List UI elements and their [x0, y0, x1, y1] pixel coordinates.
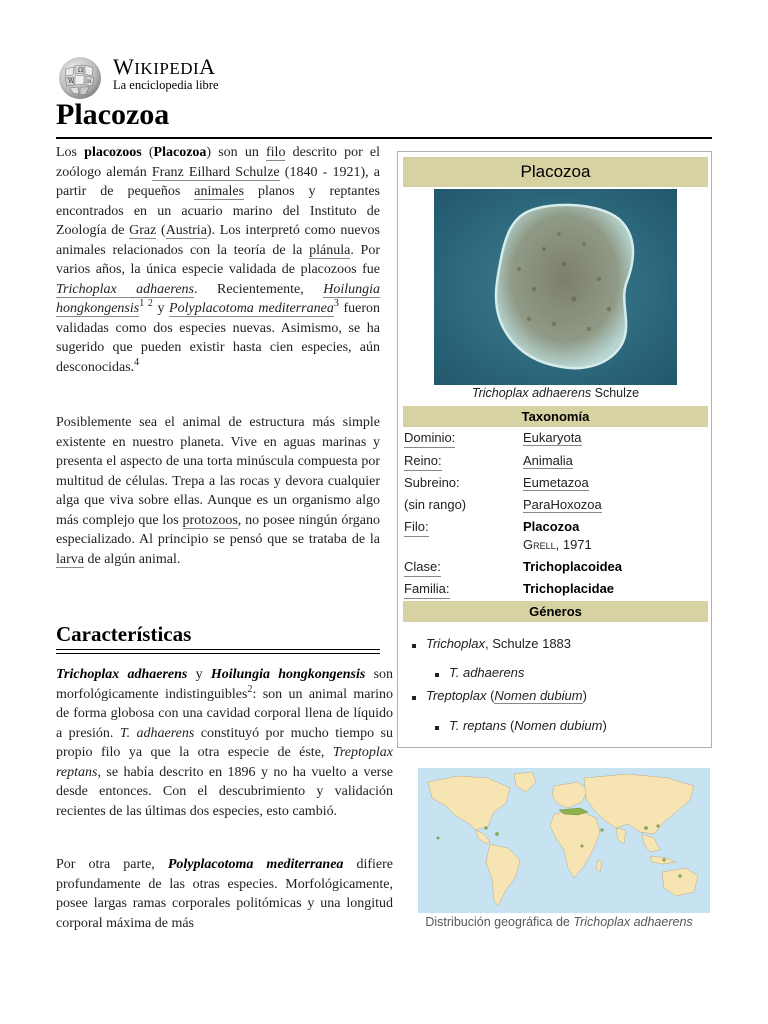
page-title: Placozoa — [56, 98, 170, 131]
taxobox-title: Placozoa — [403, 157, 708, 187]
text-run: Treptoplax reptans — [56, 745, 393, 780]
species-item-t-reptans: T. reptans (Nomen dubium) — [449, 718, 607, 733]
text-run: Hoilungia hongkongensis — [210, 667, 366, 682]
list-bullet — [412, 644, 416, 648]
text-run: y — [187, 667, 211, 682]
text-run: ( — [141, 145, 154, 160]
taxonomy-value: Trichoplacidae — [523, 581, 615, 596]
text-run: . Recientemente, — [194, 281, 324, 297]
text-run: . Por varios años, la única especie validada de placozoos fue — [56, 242, 380, 277]
text-run: (1840 - 1921), a partir de pequeños — [56, 164, 381, 199]
text-run: ( — [156, 223, 166, 238]
taxonomy-heading: Taxonomía — [403, 406, 708, 427]
taxonomy-value[interactable]: Animalia — [523, 453, 573, 468]
inline-link[interactable]: Graz — [129, 223, 157, 238]
footnote-ref[interactable]: 1 2 — [139, 298, 153, 309]
inline-link[interactable]: Hoilungia hongkongensis — [56, 281, 380, 316]
text-run: Posiblemente sea el animal de estructura más simple existente en nuestro planeta. Vive en aguas marinas y presenta el aspecto de una torta minúscula compuesta por multitud de células. Trepa a las rocas y devora cualquier alga que viva sobre ellas. Aunque es un organismo algo más complejo que los — [56, 415, 380, 528]
inline-link[interactable]: protozoos — [182, 512, 238, 528]
intro-paragraph-2 — [56, 413, 380, 569]
text-run: y — [152, 301, 170, 316]
text-run: Placozoa — [153, 145, 207, 160]
section-heading-caracteristicas: Características — [56, 622, 192, 646]
title-divider — [56, 137, 712, 139]
taxonomy-label[interactable]: Filo: — [404, 518, 429, 537]
distribution-map[interactable] — [418, 768, 710, 913]
inline-link[interactable]: filo — [266, 145, 286, 160]
taxonomy-label[interactable]: Reino: — [404, 452, 442, 471]
taxonomy-value[interactable]: Eukaryota — [523, 430, 582, 445]
text-run: , no posee ningún órgano especializado. Al principio se pensó que se trataba de la — [56, 512, 380, 547]
inline-link[interactable]: larva — [56, 551, 84, 567]
section-divider — [56, 649, 380, 650]
text-run: : son un animal marino de forma globosa con una cavidad corporal llena de líquido a presión. — [56, 686, 394, 741]
taxonomy-label[interactable]: Familia: — [404, 580, 450, 599]
text-run: Por otra parte, — [56, 857, 168, 872]
list-bullet — [435, 726, 439, 730]
genus-item-treptoplax: Treptoplax (Nomen dubium) — [426, 688, 587, 703]
wikipedia-wordmark[interactable]: WIKIPEDIA — [113, 54, 216, 79]
taxonomy-value[interactable]: ParaHoxozoa — [523, 497, 602, 512]
taxonomy-value: Trichoplacoidea — [523, 559, 622, 574]
footnote-ref[interactable]: 3 — [333, 298, 339, 309]
taxonomy-label[interactable]: Clase: — [404, 558, 441, 577]
text-run: T. adhaerens — [119, 725, 195, 741]
text-run: son morfológicamente indistinguibles — [56, 667, 394, 702]
taxobox-image-caption: Trichoplax adhaerens Schulze — [471, 386, 640, 400]
genera-heading: Géneros — [403, 601, 708, 622]
svg-text:Ω: Ω — [78, 67, 83, 74]
text-run: ). Los interpretó como nuevos animales relacionados con la teoría de la — [56, 223, 380, 258]
inline-link[interactable]: animales — [194, 184, 245, 199]
text-run: fueron validadas como dos especies nuevas. Asimismo, se ha sugerido que pueden existir hasta cien especies, aún desconocidas. — [56, 301, 380, 375]
section-divider-secondary — [56, 653, 380, 654]
taxonomy-authority: Grell, 1971 — [523, 537, 592, 552]
characteristics-paragraph-1 — [56, 665, 393, 821]
text-run: Trichoplax adhaerens — [56, 667, 188, 682]
taxonomy-value[interactable]: Eumetazoa — [523, 475, 589, 490]
text-run: difiere profundamente de las otras especies. Morfológicamente, posee largas ramas corporales politómicas y una longitud corporal máxima de más — [56, 857, 393, 931]
intro-paragraph-1 — [56, 143, 380, 377]
text-run: Polyplacotoma mediterranea — [167, 857, 344, 872]
taxonomy-value: Placozoa — [523, 519, 580, 534]
map-caption: Distribución geográfica de Trichoplax adhaerens — [425, 915, 693, 929]
text-run: descrito por el zoólogo alemán — [56, 145, 380, 180]
inline-link[interactable]: Trichoplax adhaerens — [56, 281, 194, 297]
text-run: Los — [56, 145, 85, 160]
taxonomy-label[interactable]: Dominio: — [404, 429, 455, 448]
taxonomy-label: Subreino: — [404, 475, 460, 490]
footnote-ref[interactable]: 2 — [247, 683, 253, 695]
taxonomy-label: (sin rango) — [404, 497, 467, 512]
text-run: ) son un — [206, 145, 266, 160]
inline-link[interactable]: Austria — [165, 223, 207, 238]
characteristics-paragraph-2 — [56, 855, 393, 933]
list-bullet — [435, 673, 439, 677]
species-item-t-adhaerens: T. adhaerens — [449, 665, 525, 680]
svg-text:И: И — [87, 79, 92, 85]
text-run: placozoos — [84, 145, 142, 160]
inline-link[interactable]: plánula — [309, 242, 351, 258]
text-run: constituyó por mucho tiempo su propio filo ya que la otra especie de éste, — [56, 725, 393, 760]
taxobox — [397, 151, 712, 748]
inline-link[interactable]: Franz Eilhard Schulze — [151, 164, 280, 180]
text-run: planos y reptantes encontrados en un acuario marino del Instituto de Zoología de — [56, 184, 380, 238]
svg-text:W: W — [68, 78, 75, 85]
genus-item-trichoplax: Trichoplax, Schulze 1883 — [426, 636, 572, 651]
inline-link[interactable]: Polyplacotoma mediterranea — [169, 301, 334, 316]
wikipedia-globe-icon[interactable] — [56, 53, 104, 101]
list-bullet — [412, 696, 416, 700]
wikipedia-tagline: La enciclopedia libre — [113, 78, 219, 92]
footnote-ref[interactable]: 4 — [134, 356, 140, 368]
trichoplax-photo[interactable] — [434, 189, 677, 385]
text-run: de algún animal. — [83, 551, 181, 567]
text-run: , se había descrito en 1896 y no ha vuelto a verse desde entonces. Con el descubrimiento y validación recientes de las últimas dos especies, esto cambió. — [56, 764, 393, 819]
nomen-dubium-link[interactable]: Nomen dubium — [494, 688, 583, 703]
